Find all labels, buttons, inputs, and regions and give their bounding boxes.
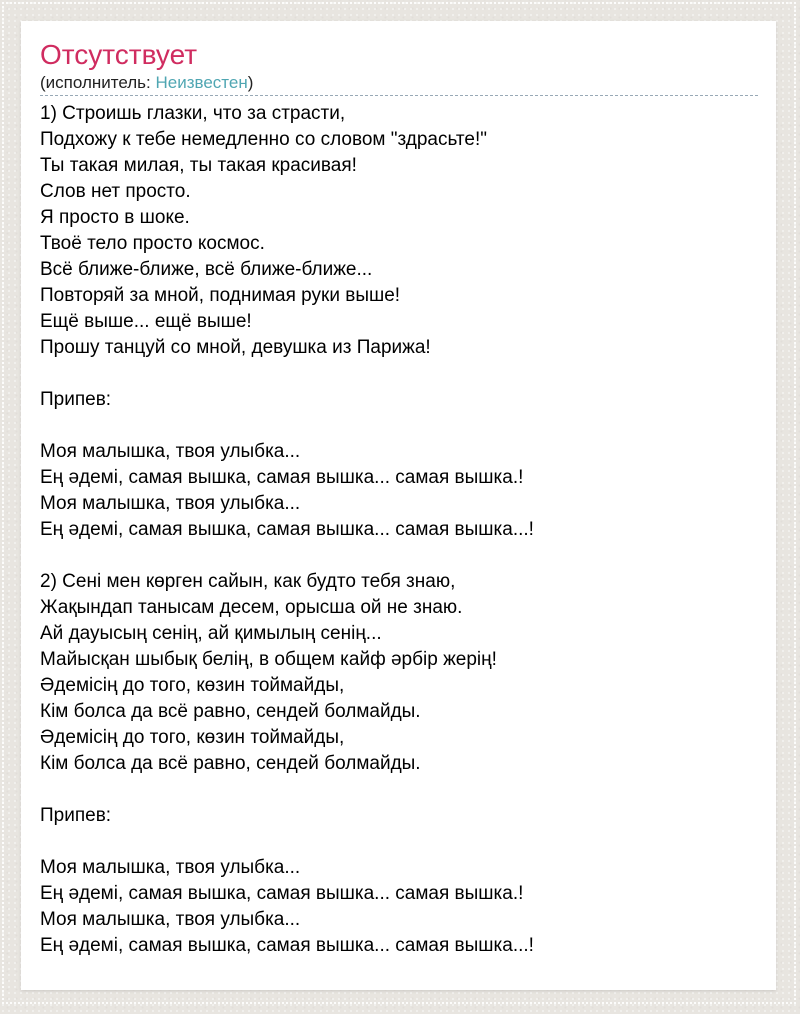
song-title: Отсутствует xyxy=(40,39,198,70)
lyrics-text xyxy=(40,101,758,959)
stanza: Моя малышка, твоя улыбка... Ең әдемі, самая вышка, самая вышка... самая вышка.! Моя малышка, твоя улыбка... Ең әдемі, самая вышка, самая вышка... самая вышка...! xyxy=(40,441,534,540)
stanza: Припев: xyxy=(40,805,112,826)
artist-line xyxy=(40,73,758,92)
artist-suffix: ) xyxy=(247,73,254,92)
stanza: 2) Сені мен көрген сайын, как будто тебя знаю, Жақындап танысам десем, орысша ой не знаю. Ай дауысың сенің, ай қимылың сенің... Майысқан шыбық белің, в общем кайф әрбір жерің! Әдемісің до того, көзин тоймайды, Кім болса да всё равно, сендей болмайды. Әдемісің до того, көзин тоймайды, Кім болса да всё равно, сендей болмайды. xyxy=(40,571,497,774)
lyrics-card xyxy=(21,21,776,990)
stanza: Припев: xyxy=(40,389,112,410)
song-header xyxy=(40,40,758,96)
stanza: Моя малышка, твоя улыбка... Ең әдемі, самая вышка, самая вышка... самая вышка.! Моя малышка, твоя улыбка... Ең әдемі, самая вышка, самая вышка... самая вышка...! xyxy=(40,857,534,956)
artist-prefix: (исполнитель: xyxy=(40,73,156,92)
artist-link[interactable]: Неизвестен xyxy=(155,73,248,92)
stanza: 1) Строишь глазки, что за страсти, Подхожу к тебе немедленно со словом "здрасьте!" Ты такая милая, ты такая красивая! Слов нет просто. Я просто в шоке. Твоё тело просто космос. Всё ближе-ближе, всё ближе-ближе... Повторяй за мной, поднимая руки выше! Ещё выше... ещё выше! Прошу танцуй со мной, девушка из Парижа! xyxy=(40,103,487,358)
